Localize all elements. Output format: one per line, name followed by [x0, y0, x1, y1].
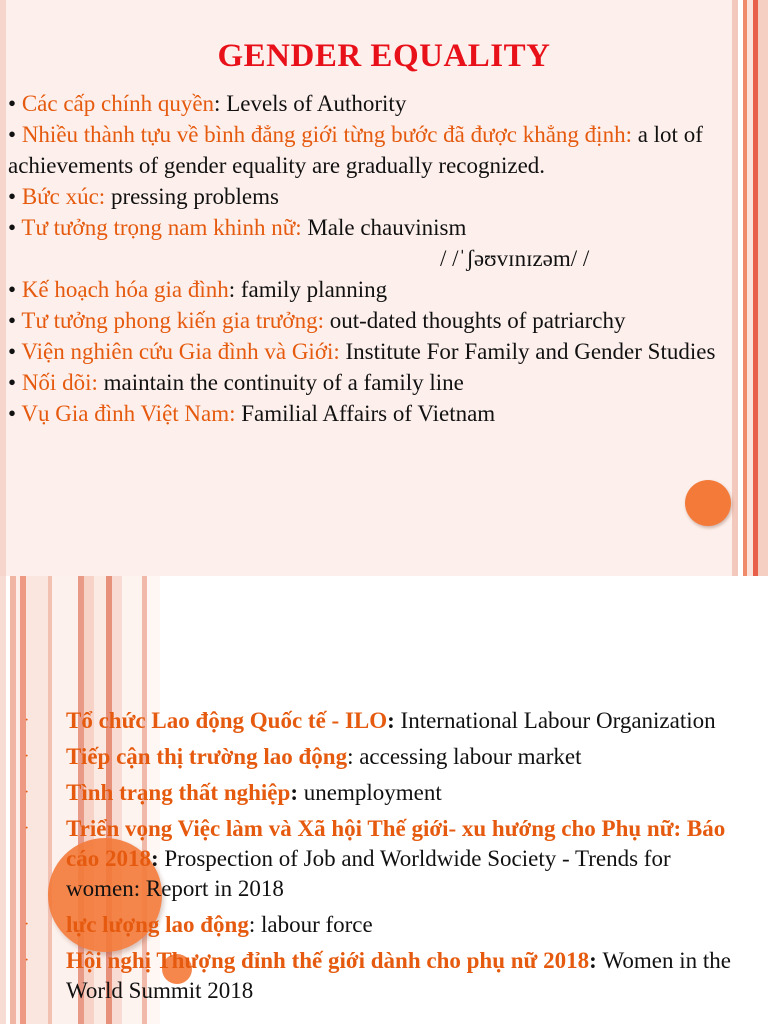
ipa-pronunciation: / /ˈʃəʊvɪnɪzəm/ /: [440, 246, 590, 271]
list-item: • Tư tưởng phong kiến gia trưởng: out-dated thoughts of patriarchy: [8, 308, 626, 333]
list-item: · Tổ chức Lao động Quốc tế - ILO: International Labour Organization: [24, 708, 716, 733]
list-item: • Bức xúc: pressing problems: [8, 184, 279, 209]
list-item: • Viện nghiên cứu Gia đình và Giới: Institute For Family and Gender Studies: [8, 339, 716, 364]
list-item: · Tình trạng thất nghiệp: unemployment: [24, 780, 442, 805]
vocabulary-list: [8, 88, 758, 429]
vocabulary-list-2: [24, 706, 744, 1012]
list-item: · Triển vọng Việc làm và Xã hội Thế giới- xu hướng cho Phụ nữ: Báo cáo 2018: Prospection of Job and Worldwide Society - Trends for women: Report in 2018: [24, 816, 726, 901]
list-item: · Tiếp cận thị trường lao động: accessing labour market: [24, 744, 582, 769]
list-item: • Nhiều thành tựu về bình đẳng giới từng bước đã được khẳng định: a lot of achievements of gender equality are gradually recognized.: [8, 122, 703, 178]
decorative-circle: [685, 480, 731, 526]
left-edge-strip: [0, 0, 6, 576]
list-item: · lực lượng lao động: labour force: [24, 912, 373, 937]
list-item: · Hội nghị Thượng đỉnh thế giới dành cho phụ nữ 2018: Women in the World Summit 2018: [24, 948, 731, 1003]
list-item: • Kế hoạch hóa gia đình: family planning: [8, 277, 388, 302]
list-item: • Các cấp chính quyền: Levels of Authority: [8, 91, 407, 116]
list-item: • Nối dõi: maintain the continuity of a family line: [8, 370, 464, 395]
slide-2: [0, 576, 768, 1024]
list-item: • Vụ Gia đình Việt Nam: Familial Affairs of Vietnam: [8, 401, 496, 426]
slide-title: GENDER EQUALITY: [217, 38, 551, 74]
list-item: • Tư tưởng trọng nam khinh nữ: Male chauvinism: [8, 215, 467, 240]
